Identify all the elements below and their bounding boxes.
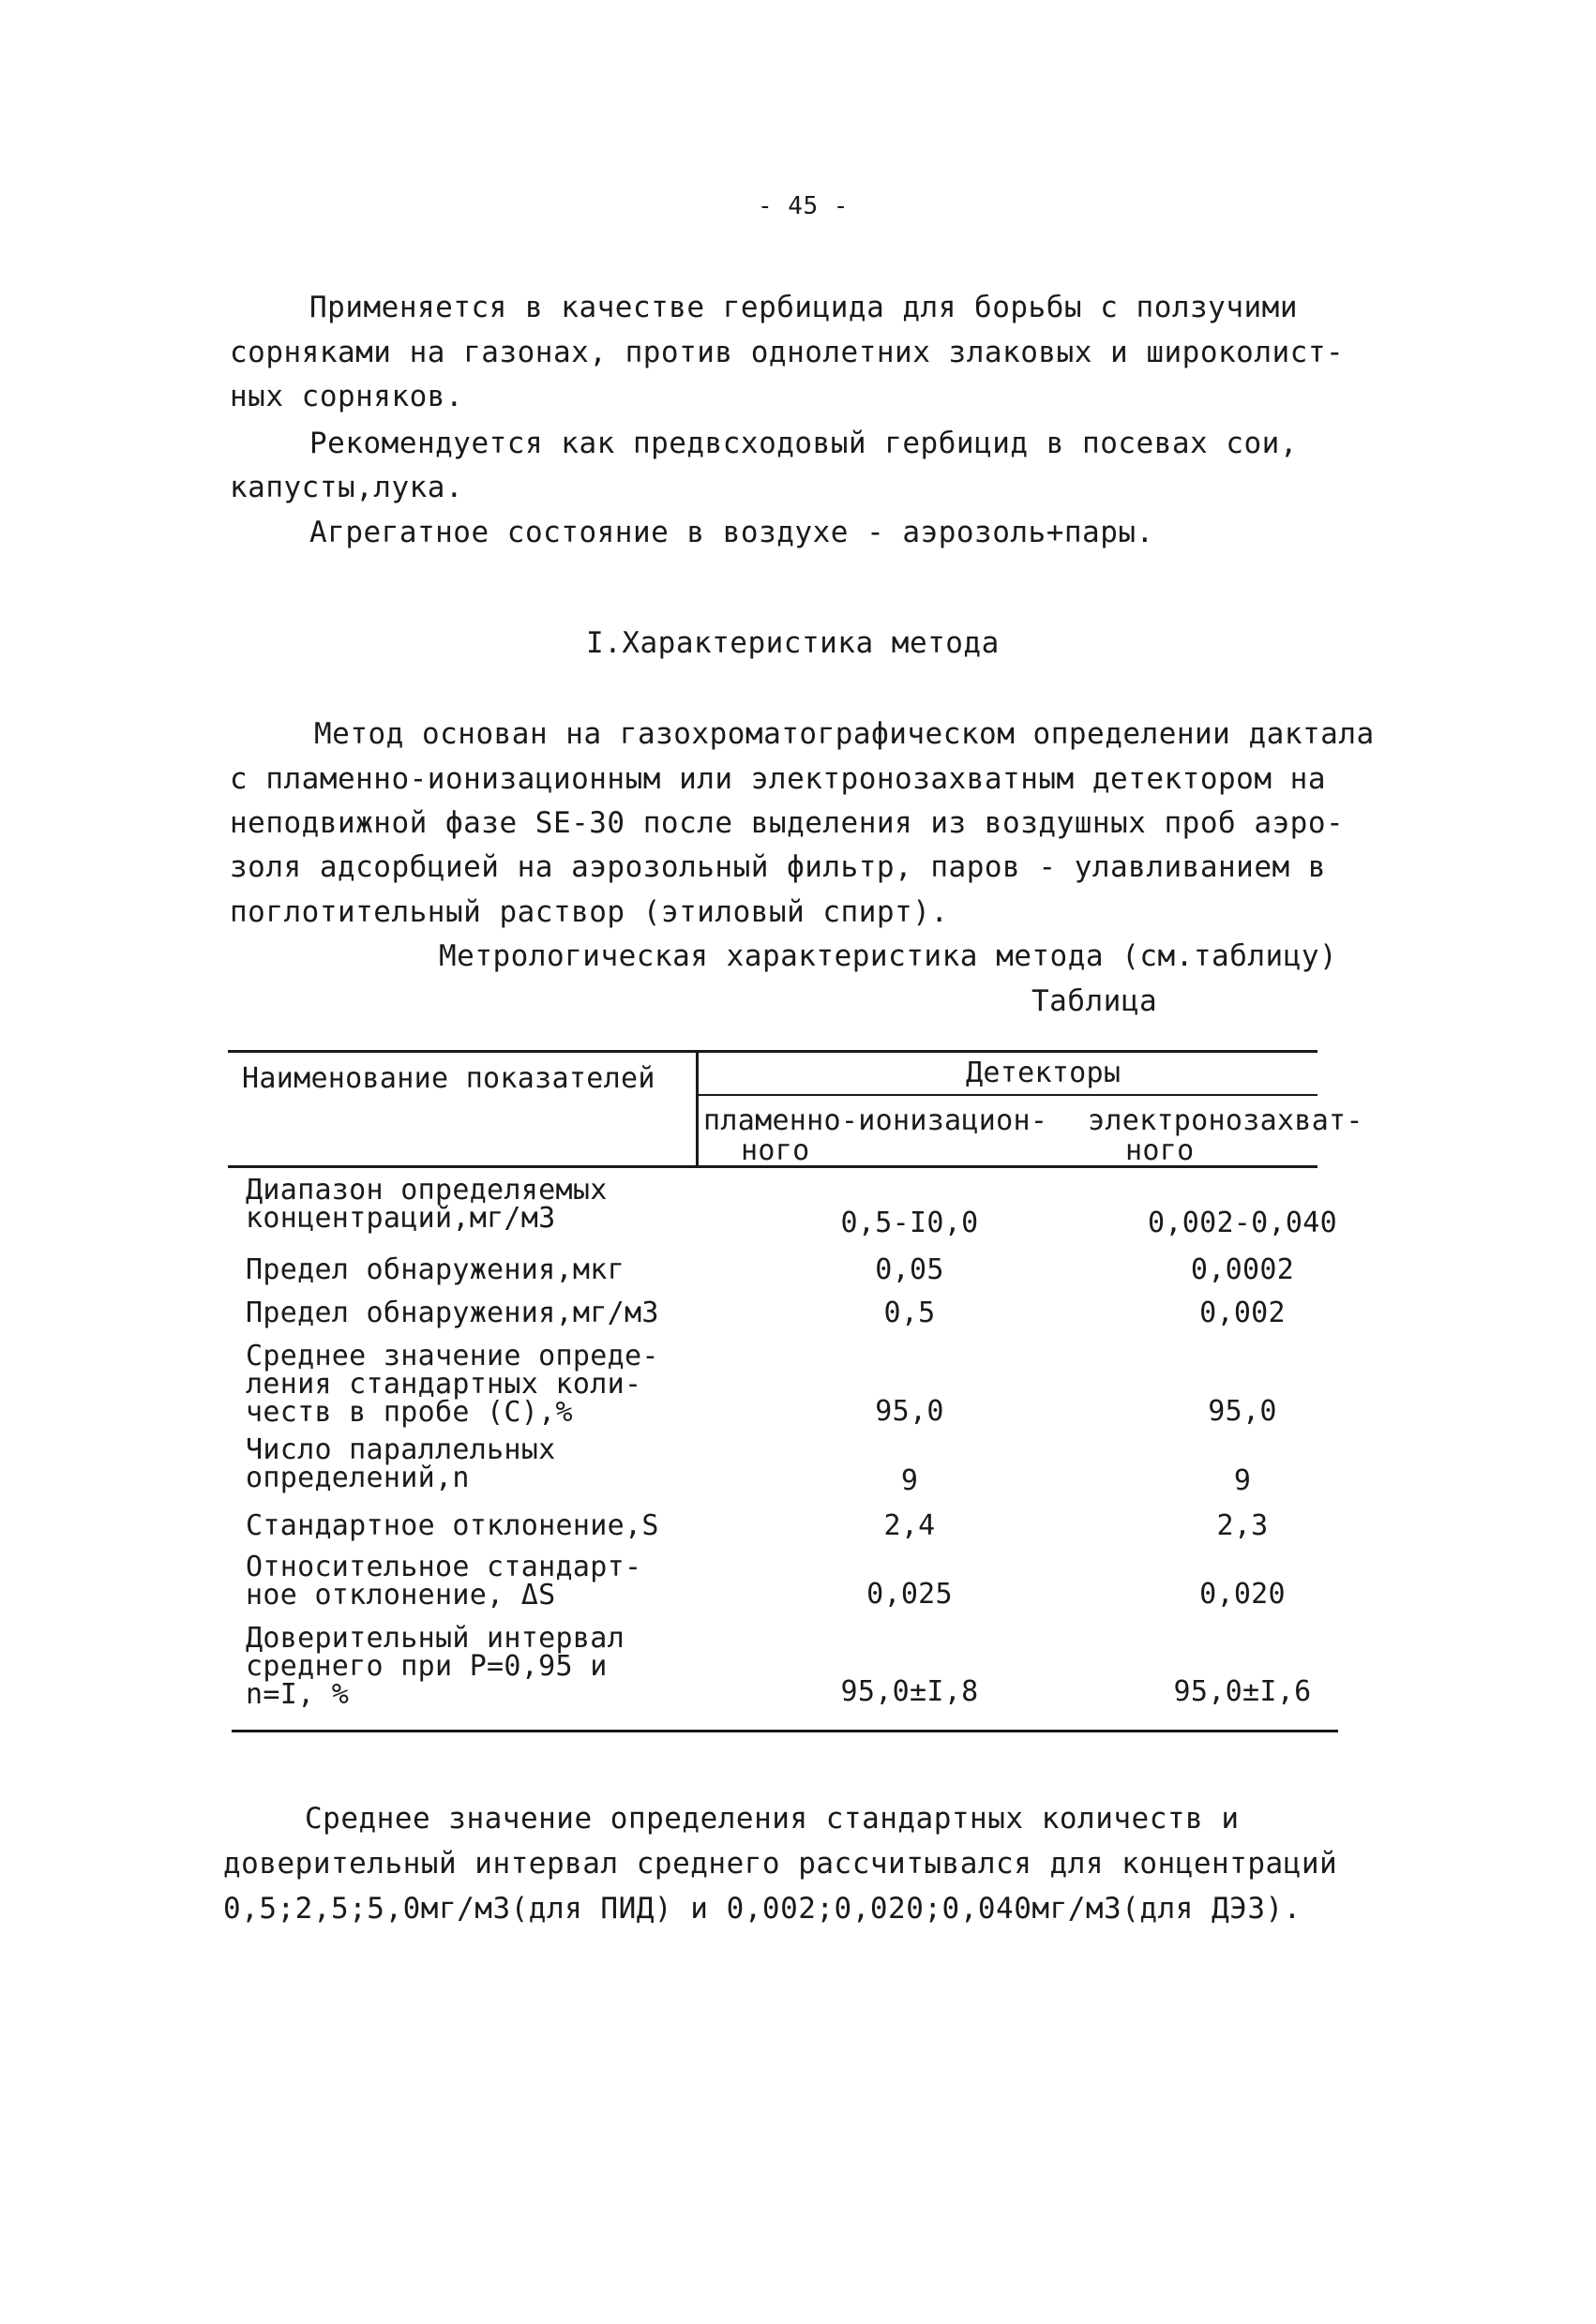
section-title: I.Характеристика метода (586, 626, 1000, 660)
intro-line-5: капусты,лука. (230, 471, 464, 504)
header-col2-line-2: ного (1125, 1134, 1195, 1167)
header-name-column: Наименование показателей (242, 1062, 655, 1095)
table-row-label: Диапазон определяемых концентраций,мг/м3 (246, 1174, 608, 1235)
header-detectors: Детекторы (966, 1057, 1122, 1089)
footer-line-3: 0,5;2,5;5,0мг/м3(для ПИД) и 0,002;0,020;0,040мг/м3(для ДЭЗ). (223, 1892, 1302, 1926)
table-top-rule (228, 1050, 1317, 1053)
method-line-4: золя адсорбцией на аэрозольный фильтр, паров - улавливанием в (230, 850, 1326, 884)
table-header-divider (696, 1050, 699, 1167)
table-cell-fid: 95,0±I,8 (840, 1675, 979, 1708)
table-row-label: Предел обнаружения,мг/м3 (246, 1297, 659, 1329)
table-row-label: Число параллельных определений,n (246, 1433, 556, 1494)
table-row-label: Относительное стандарт- ное отклонение, ΔS (246, 1551, 642, 1612)
table-cell-ecd: 0,020 (1199, 1578, 1286, 1611)
intro-line-2: сорняками на газонах, против однолетних злаковых и широколист- (230, 336, 1345, 369)
table-cell-ecd: 9 (1233, 1464, 1252, 1497)
table-cell-ecd: 2,3 (1216, 1509, 1269, 1542)
table-caption: Таблица (1031, 984, 1158, 1018)
method-line-2: с пламенно-ионизационным или электронозахватным детектором на (230, 762, 1326, 796)
footer-line-2: доверительный интервал среднего рассчитывался для концентраций (223, 1847, 1338, 1881)
footer-line-1: Среднее значение определения стандартных количеств и (305, 1802, 1240, 1836)
header-col1-line-2: ного (741, 1134, 810, 1167)
method-line-5: поглотительный раствор (этиловый спирт). (230, 895, 949, 929)
header-col1-line-1: пламенно-ионизацион- (703, 1104, 1048, 1137)
table-cell-ecd: 95,0 (1208, 1395, 1277, 1428)
table-cell-fid: 2,4 (883, 1509, 936, 1542)
header-col2-line-1: электронозахват- (1088, 1104, 1363, 1137)
table-row-label: Доверительный интервал среднего при P=0,95 и n=I, % (246, 1622, 625, 1711)
page-number: - 45 - (758, 192, 849, 220)
intro-line-3: ных сорняков. (230, 380, 464, 413)
table-row-label: Среднее значение опреде- ления стандартных коли- честв в пробе (C),% (246, 1340, 659, 1429)
intro-line-6: Агрегатное состояние в воздухе - аэрозоль+пары. (309, 516, 1154, 549)
intro-line-1: Применяется в качестве гербицида для борьбы с ползучими (309, 291, 1298, 324)
detectors-underline (699, 1094, 1317, 1096)
table-cell-fid: 0,05 (875, 1253, 944, 1286)
table-cell-fid: 0,025 (866, 1578, 953, 1611)
table-cell-ecd: 0,002 (1199, 1297, 1286, 1329)
method-line-3: неподвижной фазе SE-30 после выделения из воздушных проб аэро- (230, 806, 1345, 840)
table-bottom-rule (232, 1730, 1338, 1732)
table-cell-fid: 9 (900, 1464, 919, 1497)
table-cell-ecd: 95,0±I,6 (1173, 1675, 1312, 1708)
table-cell-ecd: 0,0002 (1190, 1253, 1295, 1286)
table-cell-ecd: 0,002-0,040 (1148, 1207, 1337, 1239)
table-row-label: Предел обнаружения,мкг (246, 1253, 625, 1286)
table-row-label: Стандартное отклонение,S (246, 1509, 659, 1542)
table-cell-fid: 0,5-I0,0 (840, 1207, 979, 1239)
table-cell-fid: 0,5 (883, 1297, 936, 1329)
metrology-reference: Метрологическая характеристика метода (см.таблицу) (439, 939, 1338, 973)
intro-line-4: Рекомендуется как предвсходовый гербицид в посевах сои, (309, 427, 1298, 460)
method-line-1: Метод основан на газохроматографическом определении дактала (314, 717, 1375, 751)
table-cell-fid: 95,0 (875, 1395, 944, 1428)
